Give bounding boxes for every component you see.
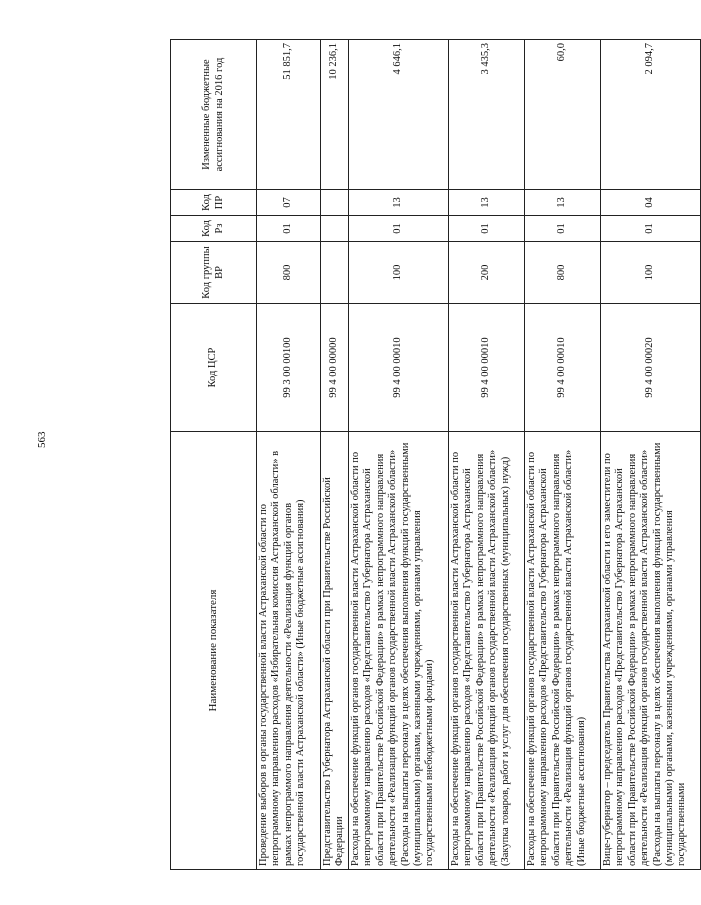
row-vr: 100 bbox=[601, 242, 701, 304]
table-row bbox=[257, 40, 321, 870]
table-row bbox=[601, 40, 701, 870]
row-name: Расходы на обеспечение функций органов государственной власти Астраханской области по непрограммному направлению расходов «Представительство Губернатора Астраханской области при Правительстве Российской Федерации» в рамках непрограммного направления деятельности «Реализация функций органов государственной власти Астраханской области» (Иные бюджетные ассигнования) bbox=[525, 432, 601, 870]
budget-table bbox=[170, 39, 701, 870]
row-vr bbox=[321, 242, 349, 304]
header-rz: Код Рз bbox=[171, 216, 257, 242]
row-amount: 10 236,1 bbox=[321, 40, 349, 190]
row-rz: 01 bbox=[601, 216, 701, 242]
table-row bbox=[349, 40, 449, 870]
row-name: Вице-губернатор – председатель Правительства Астраханской области и его заместители по непрограммному направлению расходов «Представительство Губернатора Астраханской области при Правительстве Российской Федерации» в рамках непрограммного направления деятельности «Реализация функций органов государственной власти Астраханской области» (Расходы на выплаты персоналу в целях обеспечения выполнения функций государственными (муниципальными) органами, казенными учреждениями, органами управления государственными bbox=[601, 432, 701, 870]
page-number: 563 bbox=[36, 431, 48, 448]
row-rz bbox=[321, 216, 349, 242]
row-amount: 3 435,3 bbox=[449, 40, 525, 190]
row-csr: 99 4 00 00010 bbox=[525, 304, 601, 432]
row-name: Расходы на обеспечение функций органов государственной власти Астраханской области по непрограммному направлению расходов «Представительство Губернатора Астраханской области при Правительстве Российской Федерации» в рамках непрограммного направления деятельности «Реализация функций органов государственной власти Астраханской области» (Расходы на выплаты персоналу в целях обеспечения выполнения функций государственными (муниципальными) органами, казенными учреждениями, органами управления государственными внебюджетными фондами) bbox=[349, 432, 449, 870]
row-csr: 99 4 00 00000 bbox=[321, 304, 349, 432]
header-name: Наименование показателя bbox=[171, 432, 257, 870]
header-amount: Измененные бюджетные ассигнования на 2016 год bbox=[171, 40, 257, 190]
header-row bbox=[171, 40, 257, 870]
row-name: Расходы на обеспечение функций органов государственной власти Астраханской области по непрограммному направлению расходов «Представительство Губернатора Астраханской области при Правительстве Российской Федерации» в рамках непрограммного направления деятельности «Реализация функций органов государственной власти Астраханской области» (Закупка товаров, работ и услуг для обеспечения государственных (муниципальных) нужд) bbox=[449, 432, 525, 870]
row-pr: 13 bbox=[525, 190, 601, 216]
row-amount: 4 646,1 bbox=[349, 40, 449, 190]
row-vr: 800 bbox=[525, 242, 601, 304]
row-pr bbox=[321, 190, 349, 216]
row-rz: 01 bbox=[257, 216, 321, 242]
row-name: Представительство Губернатора Астраханской области при Правительстве Российской Федерации bbox=[321, 432, 349, 870]
row-rz: 01 bbox=[349, 216, 449, 242]
row-pr: 04 bbox=[601, 190, 701, 216]
row-vr: 200 bbox=[449, 242, 525, 304]
row-csr: 99 3 00 00100 bbox=[257, 304, 321, 432]
header-vr: Код группы ВР bbox=[171, 242, 257, 304]
row-amount: 51 851,7 bbox=[257, 40, 321, 190]
header-csr: Код ЦСР bbox=[171, 304, 257, 432]
rotated-table-frame bbox=[170, 40, 688, 870]
row-amount: 60,0 bbox=[525, 40, 601, 190]
row-rz: 01 bbox=[525, 216, 601, 242]
row-name: Проведение выборов в органы государственной власти Астраханской области по непрограммному направлению расходов «Избирательная комиссия Астраханской области» в рамках непрограммого направления деятельности «Реализация функций органов государственной власти Астраханской области» (Иные бюджетные ассигнования) bbox=[257, 432, 321, 870]
row-rz: 01 bbox=[449, 216, 525, 242]
table-row bbox=[449, 40, 525, 870]
table-row bbox=[321, 40, 349, 870]
row-amount: 2 094,7 bbox=[601, 40, 701, 190]
row-vr: 800 bbox=[257, 242, 321, 304]
header-pr: Код ПР bbox=[171, 190, 257, 216]
row-csr: 99 4 00 00010 bbox=[449, 304, 525, 432]
row-pr: 13 bbox=[349, 190, 449, 216]
table-row bbox=[525, 40, 601, 870]
row-pr: 07 bbox=[257, 190, 321, 216]
row-pr: 13 bbox=[449, 190, 525, 216]
row-vr: 100 bbox=[349, 242, 449, 304]
row-csr: 99 4 00 00010 bbox=[349, 304, 449, 432]
row-csr: 99 4 00 00020 bbox=[601, 304, 701, 432]
